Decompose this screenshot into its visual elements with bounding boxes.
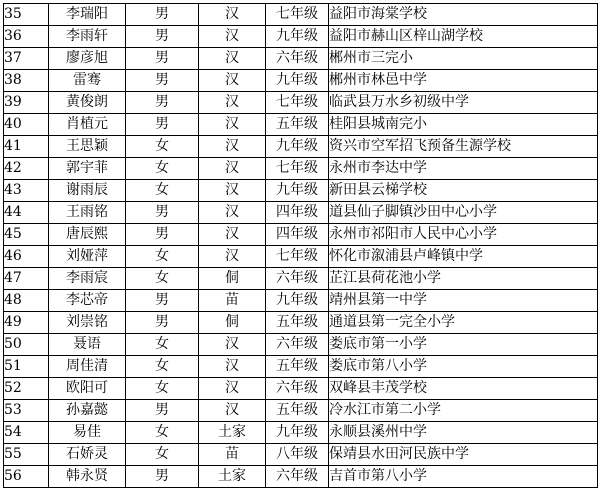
ethnicity-cell: 汉 [199, 400, 266, 422]
ethnicity-cell: 土家 [199, 422, 266, 444]
row-number-cell: 56 [4, 466, 49, 488]
gender-cell: 男 [126, 312, 199, 334]
ethnicity-cell: 侗 [199, 312, 266, 334]
school-cell: 永顺县溪州中学 [329, 422, 598, 444]
grade-cell: 九年级 [266, 26, 329, 48]
ethnicity-cell: 侗 [199, 268, 266, 290]
grade-cell: 五年级 [266, 312, 329, 334]
gender-cell: 男 [126, 92, 199, 114]
school-cell: 郴州市三完小 [329, 48, 598, 70]
row-number-cell: 52 [4, 378, 49, 400]
table-row [4, 334, 598, 356]
grade-cell: 七年级 [266, 158, 329, 180]
school-cell: 娄底市第八小学 [329, 356, 598, 378]
gender-cell: 女 [126, 268, 199, 290]
table-row [4, 378, 598, 400]
grade-cell: 四年级 [266, 202, 329, 224]
student-roster-table [3, 3, 598, 488]
table-row [4, 202, 598, 224]
table-row [4, 136, 598, 158]
school-cell: 道县仙子脚镇沙田中心小学 [329, 202, 598, 224]
gender-cell: 男 [126, 70, 199, 92]
student-name-cell: 廖彦旭 [49, 48, 126, 70]
row-number-cell: 44 [4, 202, 49, 224]
school-cell: 资兴市空军招飞预备生源学校 [329, 136, 598, 158]
student-name-cell: 李芯帝 [49, 290, 126, 312]
gender-cell: 男 [126, 290, 199, 312]
grade-cell: 九年级 [266, 180, 329, 202]
student-name-cell: 肖植元 [49, 114, 126, 136]
grade-cell: 五年级 [266, 400, 329, 422]
student-name-cell: 聂语 [49, 334, 126, 356]
grade-cell: 九年级 [266, 70, 329, 92]
school-cell: 新田县云梯学校 [329, 180, 598, 202]
student-name-cell: 李雨宸 [49, 268, 126, 290]
ethnicity-cell: 汉 [199, 26, 266, 48]
gender-cell: 女 [126, 334, 199, 356]
grade-cell: 八年级 [266, 444, 329, 466]
student-name-cell: 易佳 [49, 422, 126, 444]
table-row [4, 466, 598, 488]
row-number-cell: 37 [4, 48, 49, 70]
student-name-cell: 唐辰熙 [49, 224, 126, 246]
table-row [4, 92, 598, 114]
grade-cell: 九年级 [266, 136, 329, 158]
row-number-cell: 42 [4, 158, 49, 180]
row-number-cell: 47 [4, 268, 49, 290]
row-number-cell: 51 [4, 356, 49, 378]
ethnicity-cell: 汉 [199, 136, 266, 158]
row-number-cell: 54 [4, 422, 49, 444]
gender-cell: 女 [126, 158, 199, 180]
table-row [4, 26, 598, 48]
ethnicity-cell: 汉 [199, 158, 266, 180]
row-number-cell: 40 [4, 114, 49, 136]
gender-cell: 男 [126, 26, 199, 48]
table-row [4, 180, 598, 202]
school-cell: 双峰县丰茂学校 [329, 378, 598, 400]
ethnicity-cell: 汉 [199, 246, 266, 268]
school-cell: 临武县万水乡初级中学 [329, 92, 598, 114]
student-name-cell: 刘娅萍 [49, 246, 126, 268]
table-row [4, 312, 598, 334]
row-number-cell: 46 [4, 246, 49, 268]
gender-cell: 男 [126, 4, 199, 26]
table-row [4, 114, 598, 136]
table-row [4, 246, 598, 268]
gender-cell: 女 [126, 180, 199, 202]
grade-cell: 五年级 [266, 356, 329, 378]
school-cell: 永州市李达中学 [329, 158, 598, 180]
grade-cell: 六年级 [266, 334, 329, 356]
ethnicity-cell: 苗 [199, 444, 266, 466]
grade-cell: 七年级 [266, 4, 329, 26]
student-name-cell: 刘崇铭 [49, 312, 126, 334]
ethnicity-cell: 汉 [199, 70, 266, 92]
student-name-cell: 周佳清 [49, 356, 126, 378]
ethnicity-cell: 汉 [199, 378, 266, 400]
student-name-cell: 郭宇菲 [49, 158, 126, 180]
student-name-cell: 李雨轩 [49, 26, 126, 48]
student-name-cell: 韩永贤 [49, 466, 126, 488]
student-name-cell: 王思颖 [49, 136, 126, 158]
school-cell: 桂阳县城南完小 [329, 114, 598, 136]
grade-cell: 五年级 [266, 114, 329, 136]
table-row [4, 48, 598, 70]
gender-cell: 男 [126, 202, 199, 224]
gender-cell: 男 [126, 466, 199, 488]
ethnicity-cell: 汉 [199, 334, 266, 356]
school-cell: 怀化市溆浦县卢峰镇中学 [329, 246, 598, 268]
row-number-cell: 41 [4, 136, 49, 158]
table-row [4, 356, 598, 378]
row-number-cell: 50 [4, 334, 49, 356]
grade-cell: 九年级 [266, 290, 329, 312]
table-row [4, 70, 598, 92]
row-number-cell: 55 [4, 444, 49, 466]
student-name-cell: 谢雨辰 [49, 180, 126, 202]
student-name-cell: 石娇灵 [49, 444, 126, 466]
ethnicity-cell: 汉 [199, 202, 266, 224]
row-number-cell: 49 [4, 312, 49, 334]
grade-cell: 六年级 [266, 378, 329, 400]
grade-cell: 七年级 [266, 92, 329, 114]
ethnicity-cell: 汉 [199, 92, 266, 114]
school-cell: 靖州县第一中学 [329, 290, 598, 312]
row-number-cell: 36 [4, 26, 49, 48]
row-number-cell: 48 [4, 290, 49, 312]
table-row [4, 422, 598, 444]
row-number-cell: 45 [4, 224, 49, 246]
gender-cell: 女 [126, 422, 199, 444]
student-name-cell: 王雨铭 [49, 202, 126, 224]
table-row [4, 400, 598, 422]
grade-cell: 六年级 [266, 268, 329, 290]
ethnicity-cell: 汉 [199, 48, 266, 70]
school-cell: 娄底市第一小学 [329, 334, 598, 356]
roster-body [4, 4, 598, 488]
student-name-cell: 欧阳可 [49, 378, 126, 400]
school-cell: 益阳市海棠学校 [329, 4, 598, 26]
row-number-cell: 35 [4, 4, 49, 26]
school-cell: 冷水江市第二小学 [329, 400, 598, 422]
school-cell: 通道县第一完全小学 [329, 312, 598, 334]
ethnicity-cell: 苗 [199, 290, 266, 312]
school-cell: 永州市祁阳市人民中心小学 [329, 224, 598, 246]
table-row [4, 158, 598, 180]
grade-cell: 六年级 [266, 48, 329, 70]
student-name-cell: 雷骞 [49, 70, 126, 92]
school-cell: 益阳市赫山区梓山湖学校 [329, 26, 598, 48]
row-number-cell: 53 [4, 400, 49, 422]
row-number-cell: 38 [4, 70, 49, 92]
gender-cell: 男 [126, 224, 199, 246]
ethnicity-cell: 汉 [199, 4, 266, 26]
gender-cell: 女 [126, 246, 199, 268]
gender-cell: 男 [126, 400, 199, 422]
ethnicity-cell: 土家 [199, 466, 266, 488]
gender-cell: 男 [126, 48, 199, 70]
row-number-cell: 43 [4, 180, 49, 202]
gender-cell: 女 [126, 378, 199, 400]
school-cell: 芷江县荷花池小学 [329, 268, 598, 290]
gender-cell: 女 [126, 444, 199, 466]
ethnicity-cell: 汉 [199, 114, 266, 136]
table-row [4, 224, 598, 246]
gender-cell: 女 [126, 136, 199, 158]
ethnicity-cell: 汉 [199, 180, 266, 202]
grade-cell: 九年级 [266, 422, 329, 444]
school-cell: 郴州市林邑中学 [329, 70, 598, 92]
school-cell: 吉首市第八小学 [329, 466, 598, 488]
student-name-cell: 李瑞阳 [49, 4, 126, 26]
ethnicity-cell: 汉 [199, 224, 266, 246]
ethnicity-cell: 汉 [199, 356, 266, 378]
row-number-cell: 39 [4, 92, 49, 114]
gender-cell: 女 [126, 356, 199, 378]
student-name-cell: 黄俊朗 [49, 92, 126, 114]
grade-cell: 六年级 [266, 466, 329, 488]
gender-cell: 男 [126, 114, 199, 136]
school-cell: 保靖县水田河民族中学 [329, 444, 598, 466]
table-row [4, 290, 598, 312]
grade-cell: 七年级 [266, 246, 329, 268]
grade-cell: 四年级 [266, 224, 329, 246]
student-name-cell: 孙嘉懿 [49, 400, 126, 422]
table-row [4, 444, 598, 466]
table-row [4, 268, 598, 290]
table-row [4, 4, 598, 26]
